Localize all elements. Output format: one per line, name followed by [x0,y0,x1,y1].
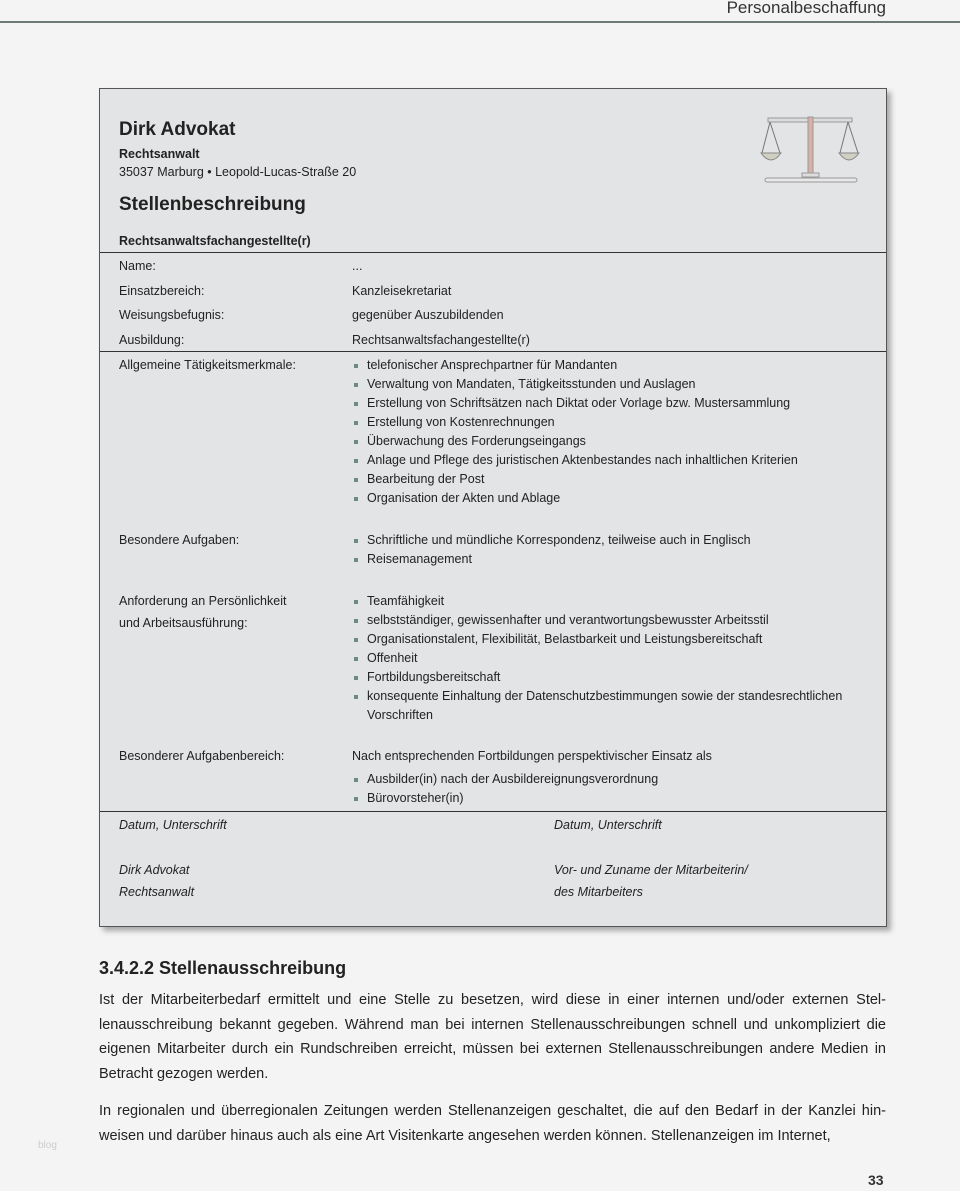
personality-list [352,592,872,725]
field-value: Kanzleisekretariat [352,284,452,298]
watermark: blog [38,1140,57,1151]
list-item: Bearbeitung der Post [352,470,872,489]
lawyer-name: Dirk Advokat [119,119,236,140]
scales-of-justice-icon [760,111,860,186]
running-title: Personalbeschaffung [726,0,886,17]
list-item: Ausbilder(in) nach der Ausbildereignungsverordnung [352,770,872,789]
field-label: Weisungsbefugnis: [119,308,225,322]
job-description-card [99,88,887,927]
lawyer-address: 35037 Marburg • Leopold-Lucas-Straße 20 [119,165,357,179]
list-item: selbstständiger, gewissenhafter und verantwortungsbewusster Arbeitsstil [352,611,872,630]
page-number: 33 [868,1172,884,1188]
list-item: Schriftliche und mündliche Korrespondenz, teilweise auch in Englisch [352,531,872,550]
field-value: Rechtsanwaltsfachangestellte(r) [352,333,530,347]
list-item: Organisation der Akten und Ablage [352,489,872,508]
list-item: Anlage und Pflege des juristischen Aktenbestandes nach inhaltlichen Kriterien [352,451,872,470]
signature-date-left: Datum, Unterschrift [119,818,227,832]
field-label: Name: [119,259,156,273]
area-label: Besonderer Aufgabenbereich: [119,749,285,763]
signature-date-right: Datum, Unterschrift [554,818,662,832]
special-label: Besondere Aufgaben: [119,533,240,547]
list-item: Fortbildungsbereitschaft [352,668,872,687]
general-label: Allgemeine Tätigkeitsmerkmale: [119,358,296,372]
signature-role-right: des Mitarbeiters [554,885,643,899]
field-value: gegenüber Auszubildenden [352,308,504,322]
lawyer-role: Rechtsanwalt [119,147,200,161]
area-list [352,770,872,808]
signature-name-right: Vor- und Zuname der Mitarbeiterin/ [554,863,748,877]
list-item: Bürovorsteher(in) [352,789,872,808]
list-item: Überwachung des Forderungseingangs [352,432,872,451]
section-heading: 3.4.2.2 Stellenausschreibung [99,958,347,978]
list-item: telefonischer Ansprechpartner für Mandanten [352,356,872,375]
list-item: Verwaltung von Mandaten, Tätigkeitsstunden und Auslagen [352,375,872,394]
header-rule [0,21,960,23]
list-item: Teamfähigkeit [352,592,872,611]
paragraph: In regionalen und überregionalen Zeitungen werden Stellenanzeigen geschaltet, die auf den Bedarf in der Kanzlei hinweisen und darüber hinaus auch als eine Art Visitenkarte angesehen werden können. Stellenanzeigen im Internet, [99,1103,886,1144]
personality-label: Anforderung an Persönlichkeit [119,594,287,608]
card-title: Stellenbeschreibung [119,194,306,215]
field-value: ... [352,259,363,273]
field-label: Einsatzbereich: [119,284,205,298]
divider [100,252,886,253]
list-item: Erstellung von Schriftsätzen nach Diktat oder Vorlage bzw. Mustersammlung [352,394,872,413]
area-intro: Nach entsprechenden Fortbildungen perspektivischer Einsatz als [352,749,712,763]
general-list [352,356,872,508]
paragraph: Ist der Mitarbeiterbedarf ermittelt und eine Stelle zu besetzen, wird diese in einer internen und/oder externen Stellenausschreibung bekannt gegeben. Während man bei internen Stellenausschreibungen schnell und unkompliziert die eigenen Mitarbeiter durch ein Rundschreiben erreicht, müssen bei externen Stellenausschreibungen andere Medien in Betracht gezogen werden. [99,992,886,1083]
divider [100,351,886,352]
position-title: Rechtsanwaltsfachangestellte(r) [119,234,311,248]
list-item: Reisemanagement [352,550,872,569]
divider [100,811,886,812]
list-item: Organisationstalent, Flexibilität, Belastbarkeit und Leistungsbereitschaft [352,630,872,649]
personality-label: und Arbeitsausführung: [119,616,248,630]
special-list [352,531,872,569]
list-item: Offenheit [352,649,872,668]
field-label: Ausbildung: [119,333,185,347]
list-item: konsequente Einhaltung der Datenschutzbestimmungen sowie der standesrechtlichen Vorschriften [352,687,872,725]
list-item: Erstellung von Kostenrechnungen [352,413,872,432]
signature-name-left: Dirk Advokat [119,863,190,877]
signature-role-left: Rechtsanwalt [119,885,195,899]
